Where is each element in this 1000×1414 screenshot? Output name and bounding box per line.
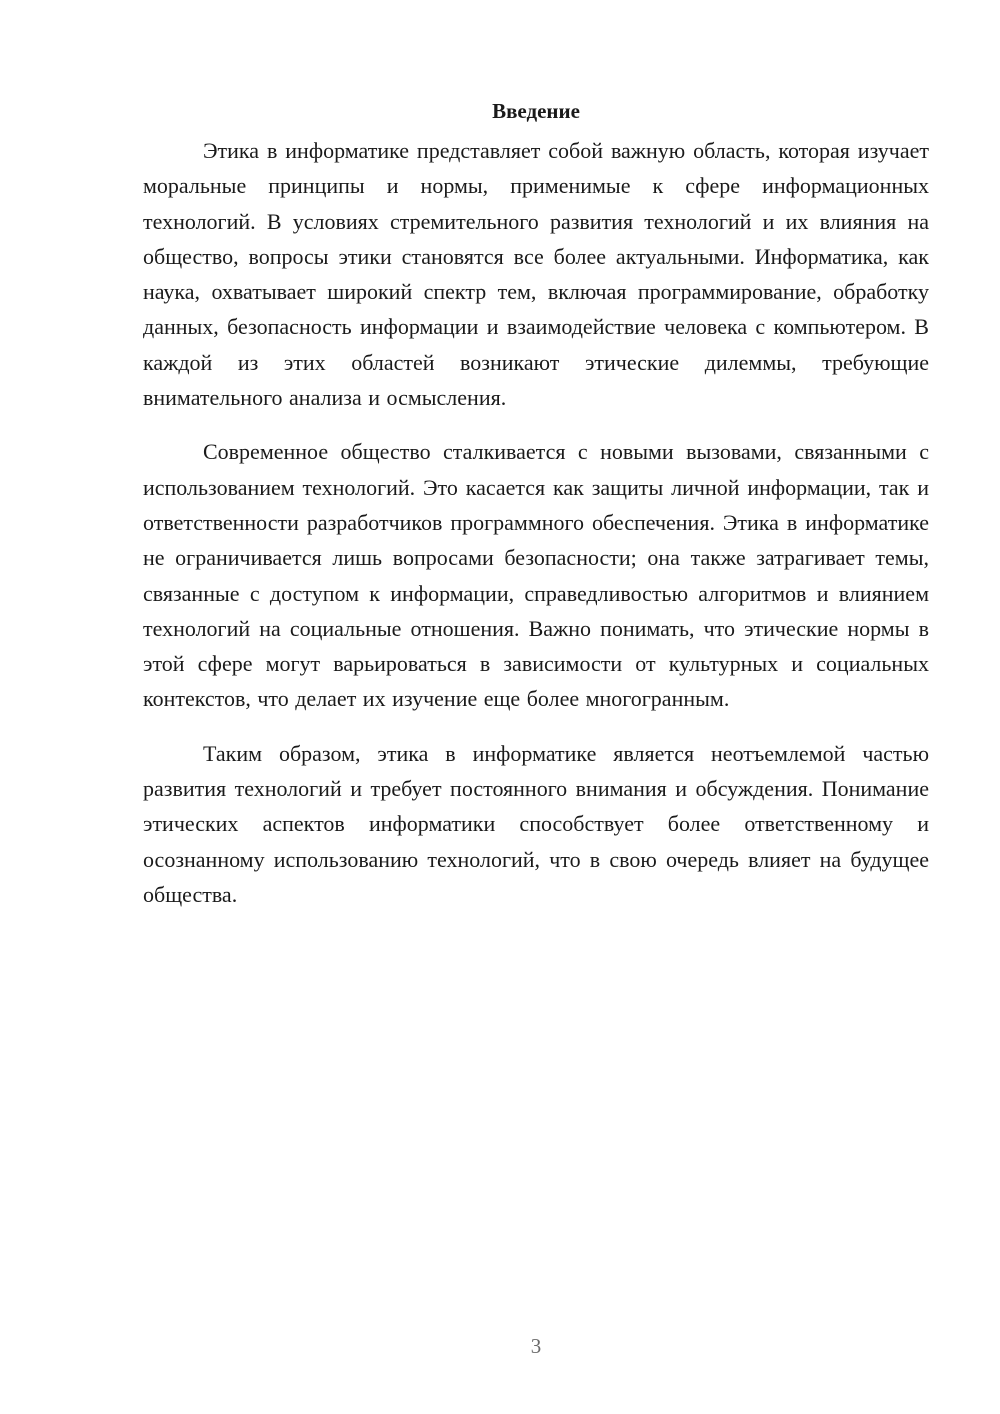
page-number: 3 — [530, 1334, 542, 1358]
paragraph-1: Этика в информатике представляет собой важную область, которая изучает моральные принципы и нормы, применимые к сфере информационных технологий. В условиях стремительного развития технологий и их влияния на общество, вопросы этики становятся все более актуальными. Информатика, как наука, охватывает широкий спектр тем, включая программирование, обработку данных, безопасность информации и взаимодействие человека с компьютером. В каждой из этих областей возникают этические дилеммы, требующие внимательного анализа и осмысления. — [143, 138, 929, 411]
paragraph-3: Таким образом, этика в информатике является неотъемлемой частью развития технологий и требует постоянного внимания и обсуждения. Понимание этических аспектов информатики способствует более ответственному и осознанному использованию технологий, что в свою очередь влияет на будущее общества. — [143, 740, 929, 907]
section-title: Введение — [492, 99, 580, 123]
paragraph-2: Современное общество сталкивается с новыми вызовами, связанными с использованием технологий. Это касается как защиты личной информации, так и ответственности разработчиков программного обеспечения. Этика в информатике не ограничивается лишь вопросами безопасности; она также затрагивает темы, связанные с доступом к информации, справедливостью алгоритмов и влиянием технологий на социальные отношения. Важно понимать, что этические нормы в этой сфере могут варьироваться в зависимости от культурных и социальных контекстов, что делает их изучение еще более многогранным. — [143, 439, 929, 712]
page-content — [143, 93, 929, 931]
